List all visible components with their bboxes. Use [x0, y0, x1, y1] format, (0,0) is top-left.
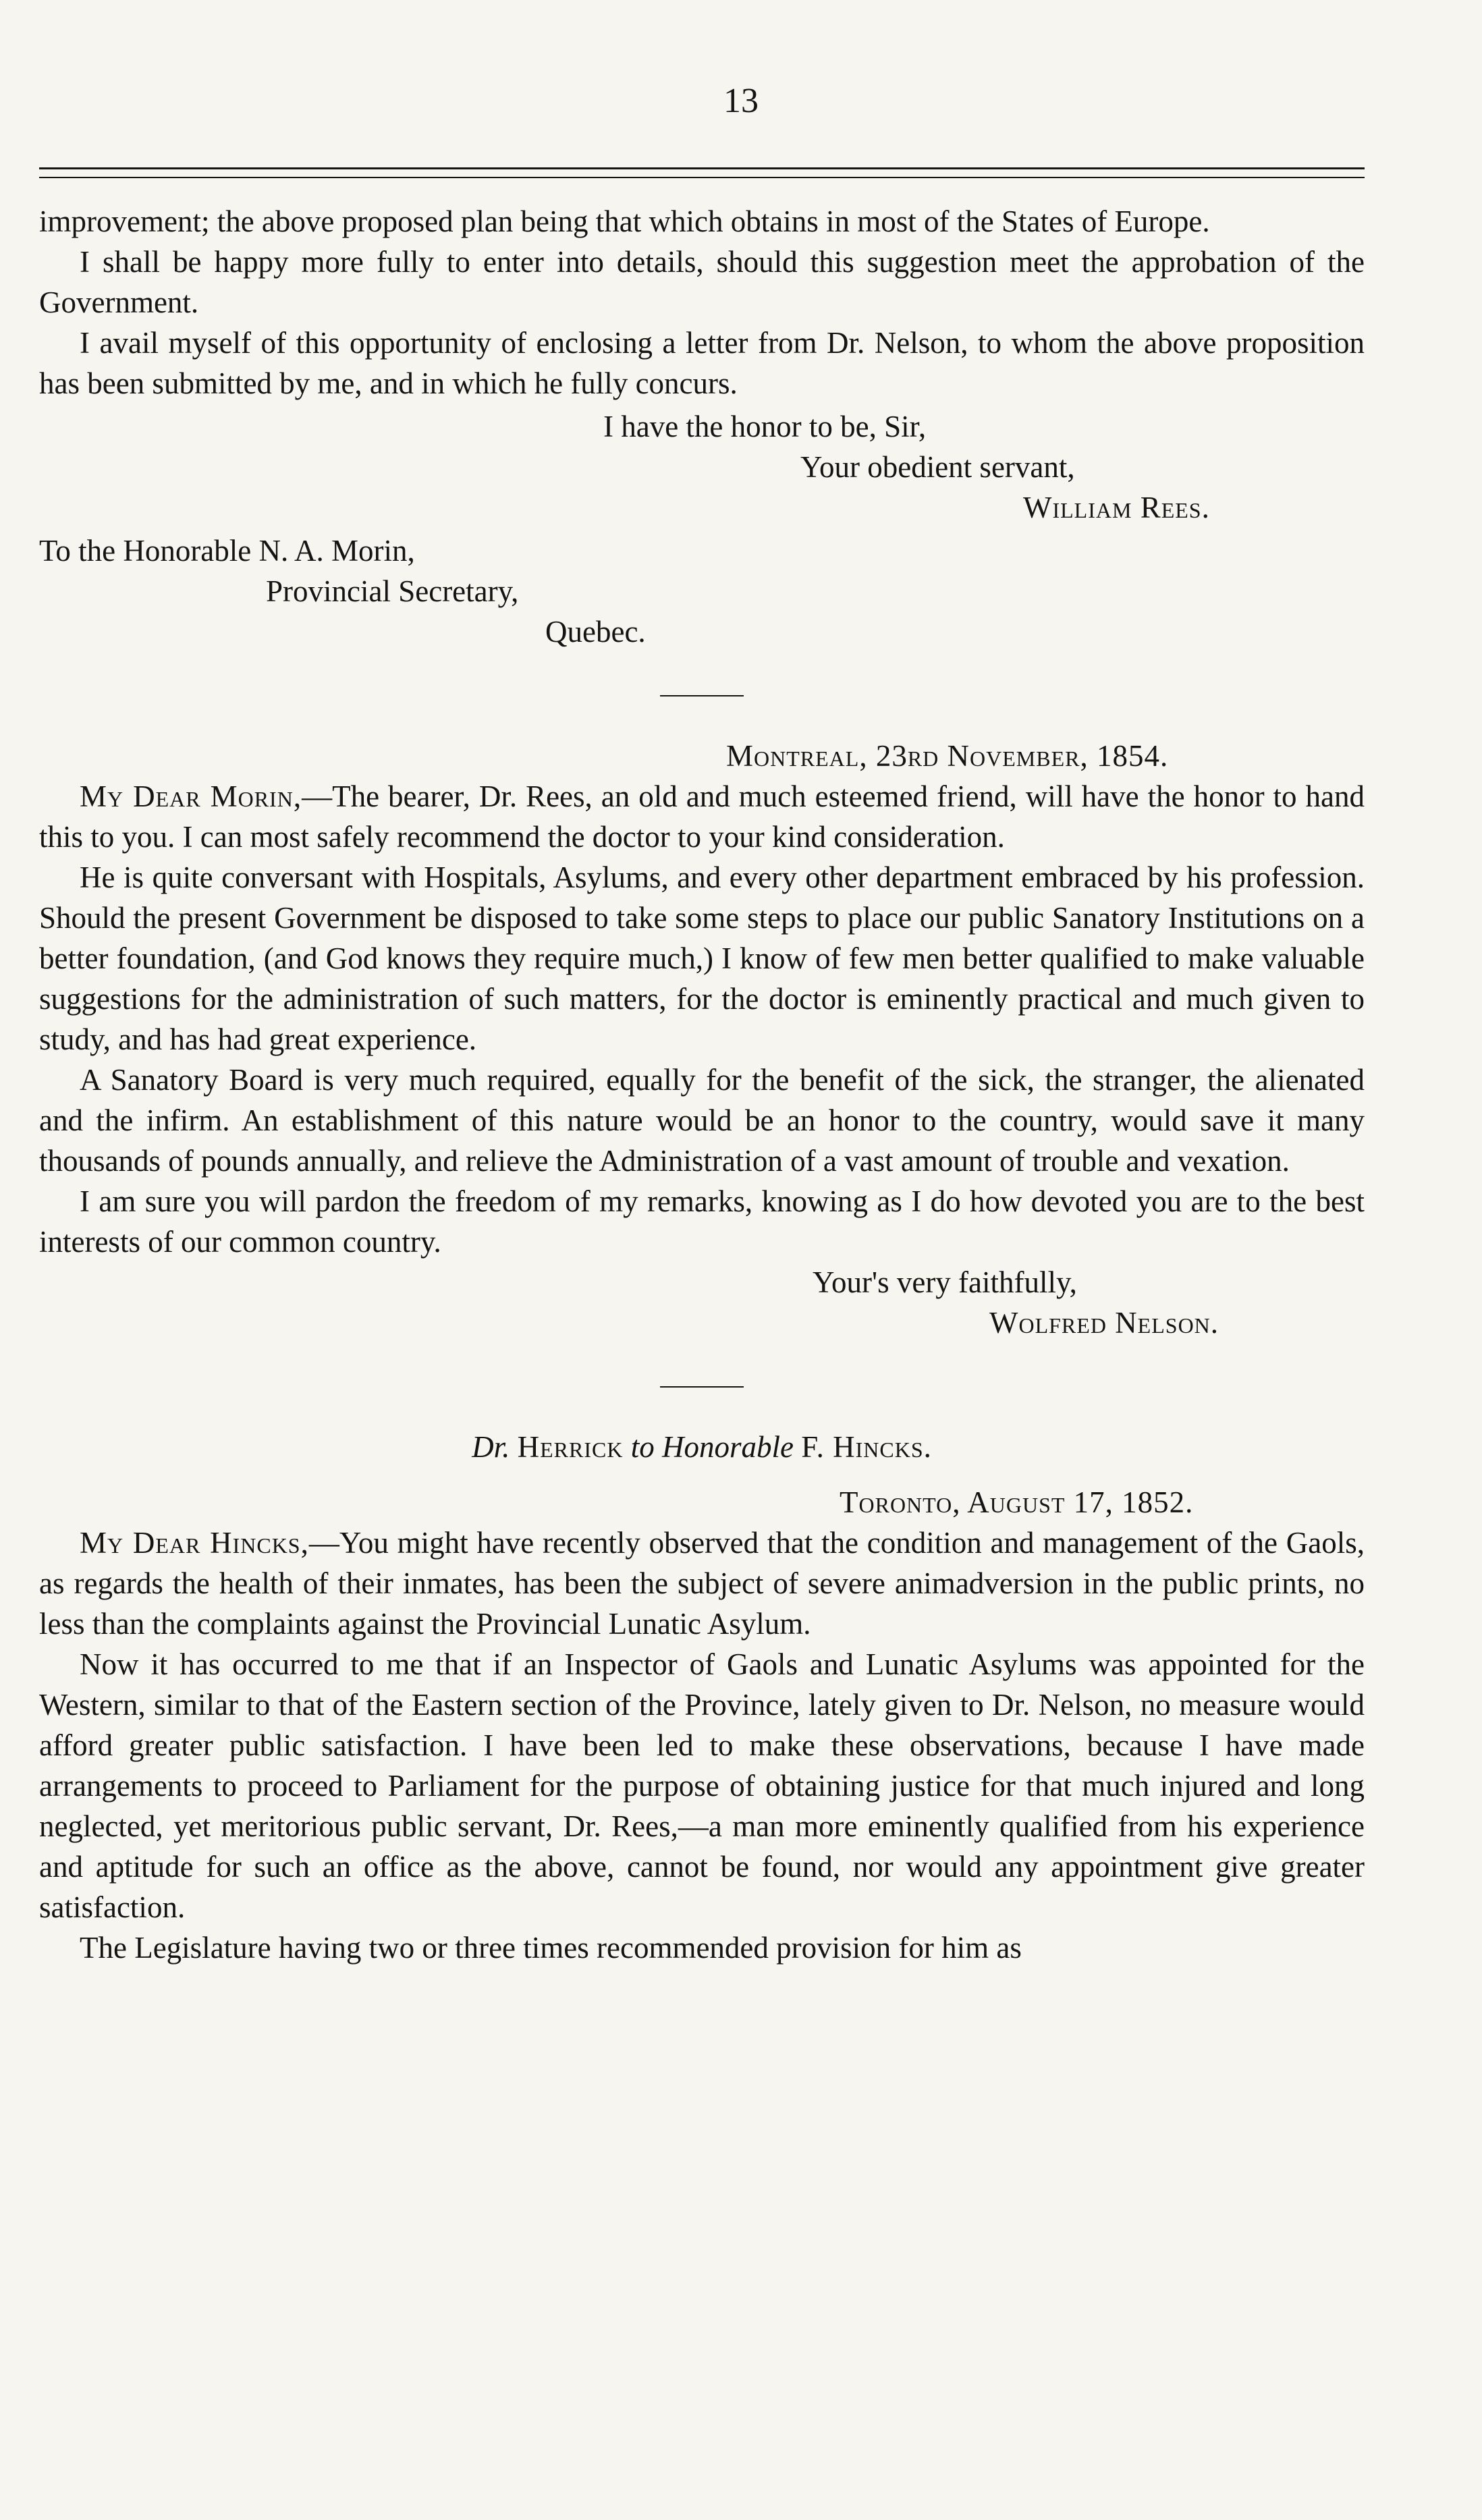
heading-hincks: F. Hincks. [801, 1430, 932, 1464]
letter2-closing: Your's very faithfully, [813, 1265, 1077, 1299]
letter3-paragraph-1-text: —You might have recently observed that the condition and management of the Gaols, as regards the health of their inmates, has been the subject of severe animadversion in the public prints, no less than the complaints against the Provincial Lunatic Asylum. [39, 1526, 1365, 1641]
letter1-closing-2: Your obedient servant, [800, 450, 1075, 484]
letter3-paragraph-3: The Legislature having two or three times recommended provision for him as [80, 1931, 1022, 1965]
letter1-paragraph-2: I shall be happy more fully to enter into details, should this suggestion meet the approbation of the Government. [39, 245, 1365, 319]
heading-herrick: Herrick [517, 1430, 624, 1464]
letter3-paragraph-2: Now it has occurred to me that if an Inspector of Gaols and Lunatic Asylums was appointed for the Western, similar to that of the Eastern section of the Province, lately given to Dr. Nelson, no measure would afford greater public satisfaction. I have been led to make these observations, because I have made arrangements to proceed to Parliament for the purpose of obtaining justice for that much injured and long neglected, yet meritorious public servant, Dr. Rees,—a man more eminently qualified from his experience and aptitude for such an office as the above, cannot be found, nor would any appointment give greater satisfaction. [39, 1647, 1365, 1924]
letter2-dateline [726, 736, 1365, 776]
letter1-closing-1: I have the honor to be, Sir, [603, 410, 927, 443]
letter2-paragraph-2: He is quite conversant with Hospitals, Asylums, and every other department embraced by his profession. Should the present Government be disposed to take some steps to place our public Sanatory Institutions on a better foundation, (and God knows they require much,) I know of few men better qualified to make valuable suggestions for the administration of such matters, for the doctor is eminently practical and much given to study, and has had great experience. [39, 860, 1365, 1056]
letter1-address-1: To the Honorable N. A. Morin, [39, 534, 415, 568]
heading-dr: Dr. [472, 1430, 510, 1464]
header-rule-bottom [39, 177, 1365, 178]
letter1-paragraph-1: improvement; the above proposed plan being that which obtains in most of the States of Europe. [39, 204, 1210, 238]
letter1-address-3: Quebec. [545, 615, 646, 649]
letter2-salutation: My Dear Morin, [80, 779, 302, 813]
letter2-signature: Wolfred Nelson. [989, 1306, 1219, 1340]
letter2-paragraph-1-text: —The bearer, Dr. Rees, an old and much esteemed friend, will have the honor to hand this to you. I can most safely recommend the doctor to your kind consideration. [39, 779, 1365, 854]
page-number: 13 [723, 82, 759, 120]
letter1-signature: William Rees. [1023, 491, 1210, 524]
letter2-dateline-text: Montreal, 23rd November, 1854. [726, 739, 1169, 773]
separator-2 [660, 1386, 744, 1388]
heading-to-honorable: to Honorable [630, 1430, 794, 1464]
letter3-salutation: My Dear Hincks, [80, 1526, 309, 1560]
letter3-dateline-text: Toronto, August 17, 1852. [840, 1485, 1194, 1519]
letter2-paragraph-3: A Sanatory Board is very much required, equally for the benefit of the sick, the stranger, the alienated and the infirm. An establishment of this nature would be an honor to the country, would save it many thousands of pounds annually, and relieve the Administration of a vast amount of trouble and vexation. [39, 1063, 1365, 1178]
page-body [39, 201, 1365, 1968]
letter3-heading [39, 1427, 1365, 1467]
separator-1 [660, 695, 744, 696]
letter3-paragraph-1 [39, 1523, 1365, 1644]
letter1-address-2: Provincial Secretary, [266, 574, 519, 608]
letter2-paragraph-1 [39, 776, 1365, 857]
letter1-paragraph-3: I avail myself of this opportunity of enclosing a letter from Dr. Nelson, to whom the above proposition has been submitted by me, and in which he fully concurs. [39, 326, 1365, 400]
header-rule-top [39, 167, 1365, 169]
letter3-dateline [840, 1482, 1365, 1523]
letter2-paragraph-4: I am sure you will pardon the freedom of my remarks, knowing as I do how devoted you are to the best interests of our common country. [39, 1184, 1365, 1259]
